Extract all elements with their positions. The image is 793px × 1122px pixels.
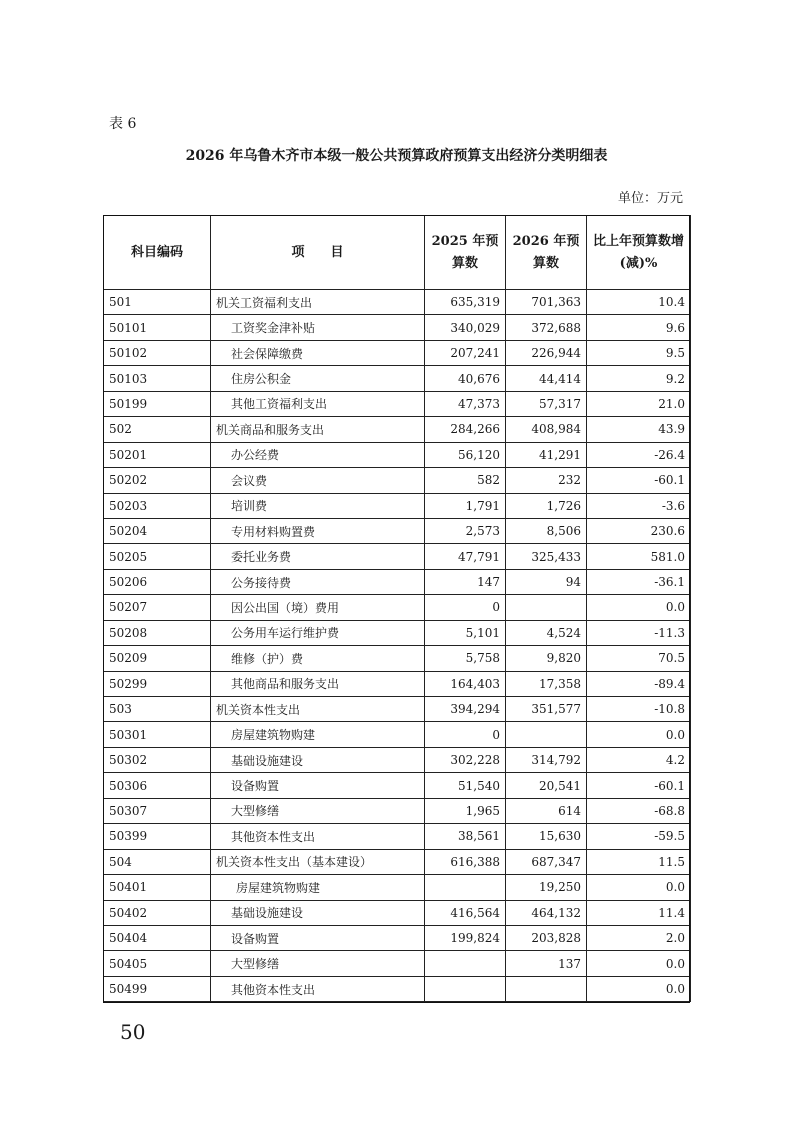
cell-code: 50302 xyxy=(104,747,211,772)
table-body xyxy=(104,290,691,1002)
cell-budget-2026: 41,291 xyxy=(506,442,587,467)
cell-budget-2025: 0 xyxy=(425,595,506,620)
table-row xyxy=(104,493,691,518)
table-row xyxy=(104,544,691,569)
cell-change-percent: -60.1 xyxy=(587,773,691,798)
cell-code: 50307 xyxy=(104,798,211,823)
cell-code: 50103 xyxy=(104,366,211,391)
cell-item-name: 其他资本性支出 xyxy=(211,824,425,849)
cell-code: 50209 xyxy=(104,646,211,671)
table-row xyxy=(104,468,691,493)
cell-code: 504 xyxy=(104,849,211,874)
cell-budget-2025: 582 xyxy=(425,468,506,493)
cell-change-percent: 0.0 xyxy=(587,875,691,900)
cell-item-name: 机关资本性支出（基本建设） xyxy=(211,849,425,874)
cell-change-percent: 11.5 xyxy=(587,849,691,874)
table-row xyxy=(104,340,691,365)
cell-item-name: 公务用车运行维护费 xyxy=(211,620,425,645)
cell-code: 50102 xyxy=(104,340,211,365)
cell-budget-2026: 687,347 xyxy=(506,849,587,874)
cell-budget-2026: 15,630 xyxy=(506,824,587,849)
cell-budget-2026: 232 xyxy=(506,468,587,493)
table-row xyxy=(104,824,691,849)
cell-code: 501 xyxy=(104,290,211,315)
cell-change-percent: -10.8 xyxy=(587,697,691,722)
cell-item-name: 专用材料购置费 xyxy=(211,518,425,543)
cell-budget-2026: 1,726 xyxy=(506,493,587,518)
cell-budget-2026: 701,363 xyxy=(506,290,587,315)
header-budget-2026: 2026 年预算数 xyxy=(506,216,587,290)
cell-budget-2025: 1,791 xyxy=(425,493,506,518)
cell-budget-2026 xyxy=(506,722,587,747)
budget-table xyxy=(103,215,691,1002)
cell-code: 50405 xyxy=(104,951,211,976)
cell-budget-2025: 635,319 xyxy=(425,290,506,315)
cell-budget-2025: 47,791 xyxy=(425,544,506,569)
cell-item-name: 其他资本性支出 xyxy=(211,976,425,1001)
cell-change-percent: 4.2 xyxy=(587,747,691,772)
cell-budget-2025: 5,758 xyxy=(425,646,506,671)
cell-item-name: 房屋建筑物购建 xyxy=(211,875,425,900)
header-budget-2025: 2025 年预算数 xyxy=(425,216,506,290)
cell-change-percent: 9.6 xyxy=(587,315,691,340)
cell-item-name: 办公经费 xyxy=(211,442,425,467)
cell-budget-2026: 203,828 xyxy=(506,925,587,950)
table-row xyxy=(104,747,691,772)
cell-budget-2025: 1,965 xyxy=(425,798,506,823)
cell-code: 50404 xyxy=(104,925,211,950)
table-row xyxy=(104,391,691,416)
cell-code: 50101 xyxy=(104,315,211,340)
cell-change-percent: 0.0 xyxy=(587,722,691,747)
cell-budget-2026: 372,688 xyxy=(506,315,587,340)
cell-change-percent: 230.6 xyxy=(587,518,691,543)
cell-change-percent: 9.2 xyxy=(587,366,691,391)
cell-change-percent: -3.6 xyxy=(587,493,691,518)
cell-budget-2026: 614 xyxy=(506,798,587,823)
cell-change-percent: 43.9 xyxy=(587,417,691,442)
table-row xyxy=(104,366,691,391)
cell-change-percent: 581.0 xyxy=(587,544,691,569)
cell-budget-2026: 314,792 xyxy=(506,747,587,772)
cell-change-percent: -36.1 xyxy=(587,569,691,594)
table-row xyxy=(104,518,691,543)
table-row xyxy=(104,646,691,671)
cell-item-name: 机关工资福利支出 xyxy=(211,290,425,315)
cell-item-name: 因公出国（境）费用 xyxy=(211,595,425,620)
cell-change-percent: 11.4 xyxy=(587,900,691,925)
cell-budget-2025: 56,120 xyxy=(425,442,506,467)
cell-budget-2025: 0 xyxy=(425,722,506,747)
cell-budget-2026: 9,820 xyxy=(506,646,587,671)
cell-item-name: 会议费 xyxy=(211,468,425,493)
cell-budget-2025: 51,540 xyxy=(425,773,506,798)
cell-change-percent: 0.0 xyxy=(587,976,691,1001)
table-row xyxy=(104,798,691,823)
table-row xyxy=(104,442,691,467)
table-row xyxy=(104,925,691,950)
table-header-row xyxy=(104,216,691,290)
cell-code: 50399 xyxy=(104,824,211,849)
cell-budget-2025: 47,373 xyxy=(425,391,506,416)
cell-change-percent: 2.0 xyxy=(587,925,691,950)
table-row xyxy=(104,620,691,645)
cell-item-name: 设备购置 xyxy=(211,773,425,798)
cell-item-name: 社会保障缴费 xyxy=(211,340,425,365)
unit-label: 单位：万元 xyxy=(617,191,683,206)
cell-code: 50301 xyxy=(104,722,211,747)
cell-budget-2025 xyxy=(425,875,506,900)
cell-budget-2025: 2,573 xyxy=(425,518,506,543)
cell-budget-2026: 8,506 xyxy=(506,518,587,543)
cell-budget-2026: 20,541 xyxy=(506,773,587,798)
cell-budget-2025: 340,029 xyxy=(425,315,506,340)
cell-budget-2026: 137 xyxy=(506,951,587,976)
cell-code: 50206 xyxy=(104,569,211,594)
cell-item-name: 工资奖金津补贴 xyxy=(211,315,425,340)
cell-change-percent: -59.5 xyxy=(587,824,691,849)
cell-item-name: 房屋建筑物购建 xyxy=(211,722,425,747)
table-row xyxy=(104,315,691,340)
cell-budget-2025 xyxy=(425,951,506,976)
cell-item-name: 机关商品和服务支出 xyxy=(211,417,425,442)
cell-budget-2026: 94 xyxy=(506,569,587,594)
cell-budget-2026: 44,414 xyxy=(506,366,587,391)
table-row xyxy=(104,773,691,798)
cell-item-name: 其他商品和服务支出 xyxy=(211,671,425,696)
cell-code: 50203 xyxy=(104,493,211,518)
cell-budget-2025: 394,294 xyxy=(425,697,506,722)
cell-code: 503 xyxy=(104,697,211,722)
header-code: 科目编码 xyxy=(104,216,211,290)
cell-budget-2025: 616,388 xyxy=(425,849,506,874)
cell-change-percent: 9.5 xyxy=(587,340,691,365)
cell-item-name: 委托业务费 xyxy=(211,544,425,569)
cell-budget-2026: 351,577 xyxy=(506,697,587,722)
cell-budget-2025: 147 xyxy=(425,569,506,594)
header-item: 项 目 xyxy=(211,216,425,290)
cell-budget-2026: 226,944 xyxy=(506,340,587,365)
cell-item-name: 大型修缮 xyxy=(211,951,425,976)
cell-budget-2025: 207,241 xyxy=(425,340,506,365)
table-row xyxy=(104,951,691,976)
cell-code: 50306 xyxy=(104,773,211,798)
cell-code: 50207 xyxy=(104,595,211,620)
cell-code: 50199 xyxy=(104,391,211,416)
cell-budget-2026: 19,250 xyxy=(506,875,587,900)
table-row xyxy=(104,697,691,722)
cell-item-name: 基础设施建设 xyxy=(211,747,425,772)
cell-budget-2025: 5,101 xyxy=(425,620,506,645)
cell-budget-2026: 408,984 xyxy=(506,417,587,442)
table-row xyxy=(104,290,691,315)
cell-change-percent: -89.4 xyxy=(587,671,691,696)
cell-budget-2025: 38,561 xyxy=(425,824,506,849)
cell-budget-2025: 199,824 xyxy=(425,925,506,950)
cell-budget-2026: 57,317 xyxy=(506,391,587,416)
table-row xyxy=(104,722,691,747)
cell-budget-2026 xyxy=(506,595,587,620)
cell-code: 50499 xyxy=(104,976,211,1001)
cell-change-percent: 0.0 xyxy=(587,951,691,976)
cell-code: 50299 xyxy=(104,671,211,696)
cell-budget-2025: 302,228 xyxy=(425,747,506,772)
cell-change-percent: -68.8 xyxy=(587,798,691,823)
header-change: 比上年预算数增(减)% xyxy=(587,216,691,290)
cell-change-percent: 0.0 xyxy=(587,595,691,620)
cell-code: 50402 xyxy=(104,900,211,925)
cell-code: 50204 xyxy=(104,518,211,543)
cell-item-name: 培训费 xyxy=(211,493,425,518)
cell-item-name: 住房公积金 xyxy=(211,366,425,391)
cell-code: 50202 xyxy=(104,468,211,493)
cell-item-name: 维修（护）费 xyxy=(211,646,425,671)
cell-item-name: 机关资本性支出 xyxy=(211,697,425,722)
document-title: 2026 年乌鲁木齐市本级一般公共预算政府预算支出经济分类明细表 xyxy=(185,148,608,164)
cell-code: 50201 xyxy=(104,442,211,467)
cell-budget-2026: 464,132 xyxy=(506,900,587,925)
cell-code: 50401 xyxy=(104,875,211,900)
cell-item-name: 设备购置 xyxy=(211,925,425,950)
cell-budget-2025: 164,403 xyxy=(425,671,506,696)
table-row xyxy=(104,875,691,900)
cell-item-name: 基础设施建设 xyxy=(211,900,425,925)
table-row xyxy=(104,900,691,925)
table-row xyxy=(104,671,691,696)
cell-item-name: 公务接待费 xyxy=(211,569,425,594)
table-label: 表 6 xyxy=(109,116,137,132)
cell-change-percent: -11.3 xyxy=(587,620,691,645)
cell-budget-2026: 4,524 xyxy=(506,620,587,645)
cell-change-percent: -26.4 xyxy=(587,442,691,467)
table-row xyxy=(104,569,691,594)
cell-budget-2025: 284,266 xyxy=(425,417,506,442)
table-row xyxy=(104,595,691,620)
table-row xyxy=(104,976,691,1001)
cell-change-percent: -60.1 xyxy=(587,468,691,493)
table-row xyxy=(104,417,691,442)
cell-budget-2026 xyxy=(506,976,587,1001)
cell-budget-2026: 17,358 xyxy=(506,671,587,696)
cell-code: 50208 xyxy=(104,620,211,645)
cell-item-name: 大型修缮 xyxy=(211,798,425,823)
cell-change-percent: 21.0 xyxy=(587,391,691,416)
cell-budget-2025: 416,564 xyxy=(425,900,506,925)
cell-change-percent: 70.5 xyxy=(587,646,691,671)
cell-budget-2025: 40,676 xyxy=(425,366,506,391)
cell-item-name: 其他工资福利支出 xyxy=(211,391,425,416)
page-number: 50 xyxy=(120,1020,146,1044)
cell-code: 50205 xyxy=(104,544,211,569)
cell-budget-2025 xyxy=(425,976,506,1001)
table-row xyxy=(104,849,691,874)
cell-budget-2026: 325,433 xyxy=(506,544,587,569)
cell-code: 502 xyxy=(104,417,211,442)
cell-change-percent: 10.4 xyxy=(587,290,691,315)
